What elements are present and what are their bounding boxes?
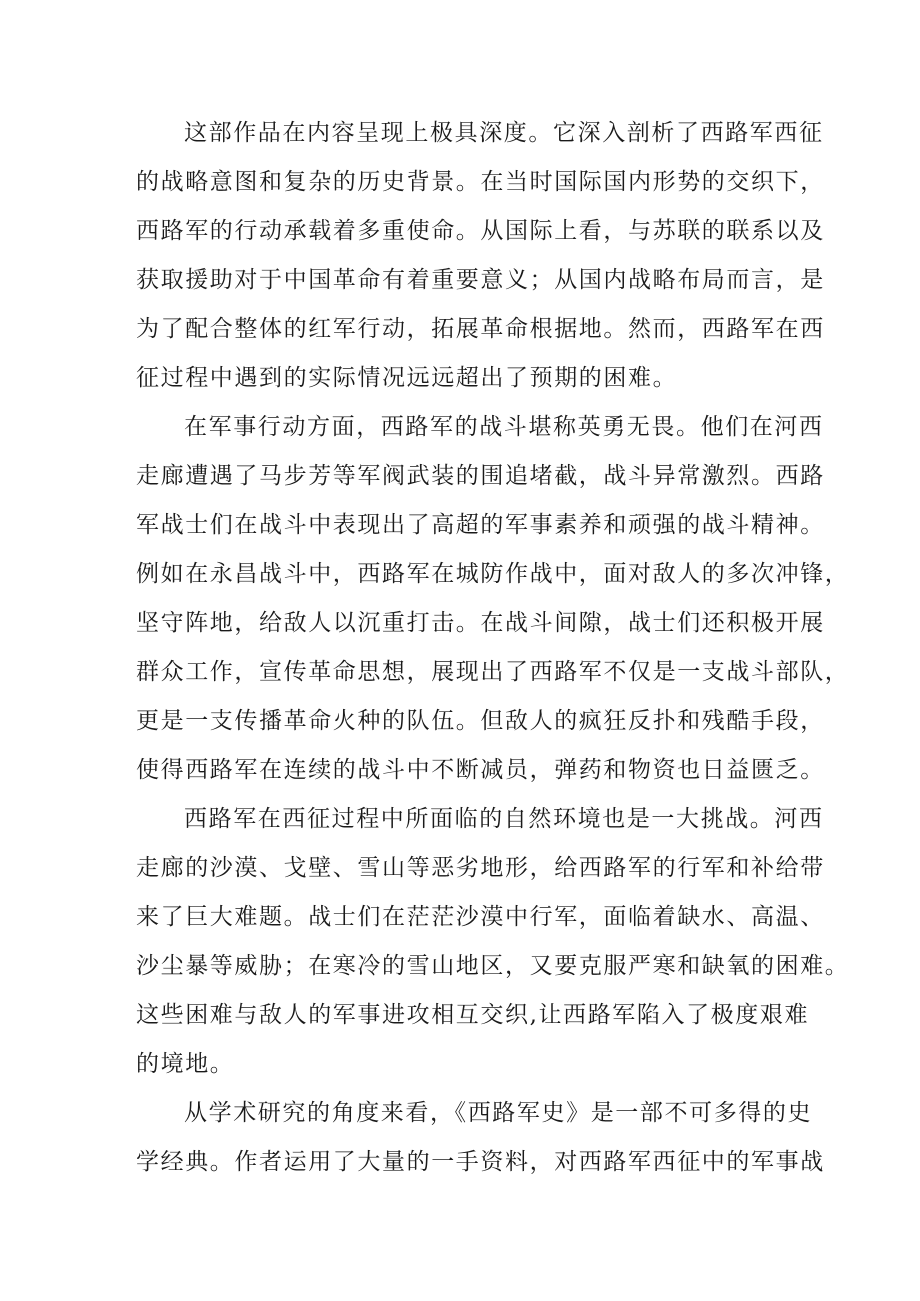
- paragraph-2-line-4: 例如在永昌战斗中，西路军在城防作战中，面对敌人的多次冲锋，: [136, 561, 850, 587]
- paragraph-4-line-1: 从学术研究的角度来看，《西路军史》是一部不可多得的史: [184, 1100, 813, 1126]
- paragraph-2-line-6: 群众工作，宣传革命思想，展现出了西路军不仅是一支战斗部队，: [136, 659, 850, 685]
- paragraph-1-line-4: 获取援助对于中国革命有着重要意义；从国内战略布局而言，是: [136, 267, 825, 293]
- paragraph-1-line-6: 征过程中遇到的实际情况远远超出了预期的困难。: [136, 365, 678, 391]
- paragraph-3-line-2: 走廊的沙漠、戈壁、雪山等恶劣地形，给西路军的行军和补给带: [136, 855, 825, 881]
- paragraph-3-line-3: 来了巨大难题。战士们在茫茫沙漠中行军，面临着缺水、高温、: [136, 904, 825, 930]
- paragraph-2-line-7: 更是一支传播革命火种的队伍。但敌人的疯狂反扑和残酷手段，: [136, 708, 825, 734]
- paragraph-3-line-4: 沙尘暴等威胁；在寒冷的雪山地区，又要克服严寒和缺氧的困难。: [136, 953, 850, 979]
- paragraph-3-line-6: 的境地。: [136, 1051, 235, 1077]
- paragraph-2-line-3: 军战士们在战斗中表现出了高超的军事素养和顽强的战斗精神。: [136, 512, 825, 538]
- paragraph-2-line-8: 使得西路军在连续的战斗中不断减员，弹药和物资也日益匮乏。: [136, 757, 825, 783]
- paragraph-2-line-2: 走廊遭遇了马步芳等军阀武装的围追堵截，战斗异常激烈。西路: [136, 463, 825, 489]
- paragraph-3-line-1: 西路军在西征过程中所面临的自然环境也是一大挑战。河西: [184, 806, 824, 832]
- paragraph-2-line-5: 坚守阵地，给敌人以沉重打击。在战斗间隙，战士们还积极开展: [136, 610, 825, 636]
- paragraph-4-line-2: 学经典。作者运用了大量的一手资料，对西路军西征中的军事战: [136, 1149, 825, 1175]
- paragraph-3-line-5: 这些困难与敌人的军事进攻相互交织,让西路军陷入了极度艰难: [136, 1002, 810, 1028]
- paragraph-1-line-1: 这部作品在内容呈现上极具深度。它深入剖析了西路军西征: [184, 120, 824, 146]
- paragraph-1-line-3: 西路军的行动承载着多重使命。从国际上看，与苏联的联系以及: [136, 218, 825, 244]
- paragraph-1-line-5: 为了配合整体的红军行动，拓展革命根据地。然而，西路军在西: [136, 316, 825, 342]
- paragraph-2-line-1: 在军事行动方面，西路军的战斗堪称英勇无畏。他们在河西: [184, 414, 824, 440]
- paragraph-1-line-2: 的战略意图和复杂的历史背景。在当时国际国内形势的交织下，: [136, 169, 825, 195]
